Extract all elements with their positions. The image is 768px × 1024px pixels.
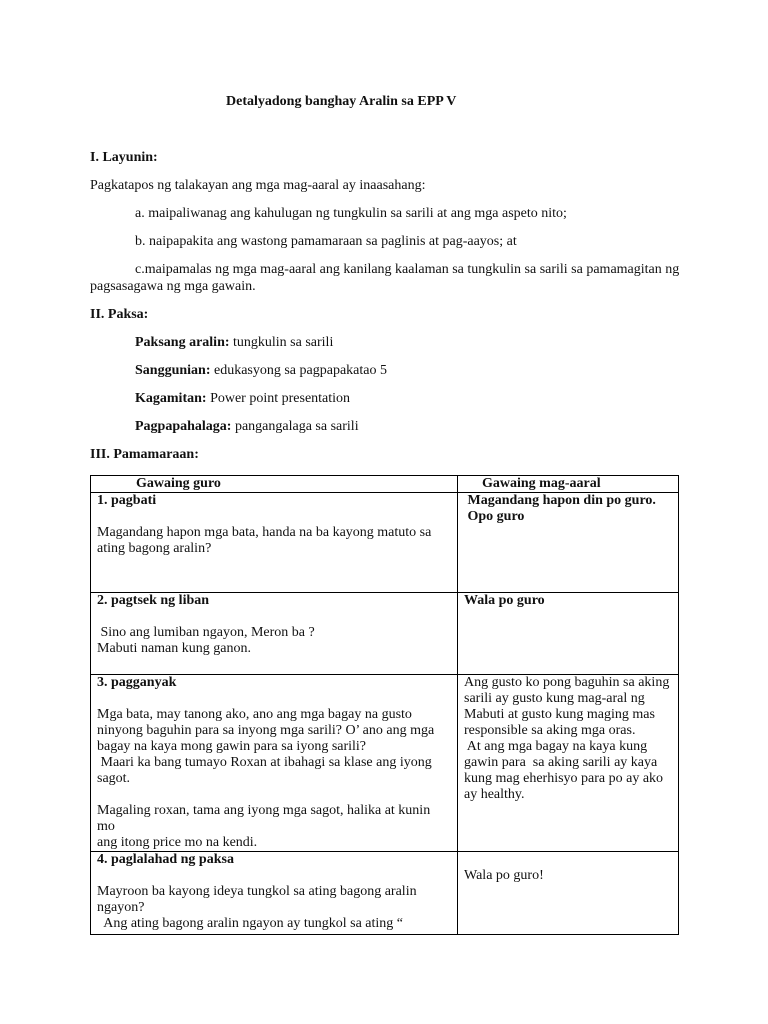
section-pamamaraan-heading: III. Pamamaraan: [90,447,199,462]
row1-title: 1. pagbati [97,493,157,508]
layunin-intro: Pagkatapos ng talakayan ang mga mag-aaral ay inaasahang: [90,178,426,193]
row1-guro-cell [91,493,458,593]
table-header-row [91,476,679,493]
header-gawaing-guro: Gawaing guro [91,476,458,493]
row3-guro-line: ninyong baguhin para sa inyong mga sarili? O’ ano ang mga [97,723,435,738]
document-title: Detalyadong banghay Aralin sa EPP V [226,94,457,109]
row3-guro-line: Magaling roxan, tama ang iyong mga sagot, halika at kunin mo [97,803,431,834]
sanggunian-label: Sanggunian: [135,363,211,378]
row2-mag-aaral-line: Wala po guro [464,593,545,608]
row3-guro-line: bagay na kaya mong gawin para sa iyong sarili? [97,739,367,754]
row4-guro-line: Ang ating bagong aralin ngayon ay tungkol sa ating “ [97,916,403,931]
row3-mag-aaral-cell [458,675,679,852]
layunin-item-a: a. maipaliwanag ang kahulugan ng tungkulin sa sarili at ang mga aspeto nito; [135,206,567,221]
row2-guro-line: Mabuti naman kung ganon. [97,641,251,656]
sanggunian-value: edukasyong sa pagpapakatao 5 [210,363,387,378]
layunin-item-c: c.maipamalas ng mga mag-aaral ang kanilang kaalaman sa tungkulin sa sarili sa pamamagitan ng [135,262,680,277]
row4-mag-aaral-line: Wala po guro! [464,868,544,883]
row3-mag-aaral-line: Ang gusto ko pong baguhin sa aking [464,675,670,690]
sanggunian [135,363,387,379]
kagamitan-label: Kagamitan: [135,391,207,406]
section-paksa-heading: II. Paksa: [90,307,149,322]
row3-mag-aaral-line: sarili ay gusto kung mag-aral ng [464,691,645,706]
kagamitan-value: Power point presentation [206,391,351,406]
table-row [91,675,679,852]
row4-guro-line: Mayroon ba kayong ideya tungkol sa ating bagong aralin [97,884,417,899]
row1-mag-aaral-line: Opo guro [464,509,525,524]
row3-guro-cell [91,675,458,852]
row3-mag-aaral-line: responsible sa aking mga oras. [464,723,636,738]
paksang-aralin [135,335,333,351]
row3-mag-aaral-line: Mabuti at gusto kung maging mas [464,707,655,722]
row1-mag-aaral-cell [458,493,679,593]
row4-guro-line: ngayon? [97,900,145,915]
header-gawaing-mag-aaral: Gawaing mag-aaral [458,476,679,493]
paksang-aralin-label: Paksang aralin: [135,335,230,350]
row2-title: 2. pagtsek ng liban [97,593,210,608]
table-row [91,593,679,675]
row3-guro-line: Maari ka bang tumayo Roxan at ibahagi sa klase ang iyong [97,755,432,770]
row4-guro-cell [91,852,458,935]
row2-mag-aaral-cell [458,593,679,675]
row4-title: 4. paglalahad ng paksa [97,852,234,867]
row3-guro-line: Mga bata, may tanong ako, ano ang mga bagay na gusto [97,707,412,722]
layunin-item-c-cont: pagsasagawa ng mga gawain. [90,279,256,294]
row1-guro-line: Magandang hapon mga bata, handa na ba kayong matuto sa [97,525,432,540]
row3-title: 3. pagganyak [97,675,177,690]
row3-guro-line: sagot. [97,771,131,786]
paksang-aralin-value: tungkulin sa sarili [229,335,334,350]
pagpapahalaga [135,419,359,435]
table-row [91,852,679,935]
pamamaraan-table [90,475,679,935]
row3-mag-aaral-line: kung mag eherhisyo para po ay ako [464,771,664,786]
pagpapahalaga-value: pangangalaga sa sarili [231,419,359,434]
kagamitan [135,391,350,407]
section-layunin-heading: I. Layunin: [90,150,158,165]
row3-mag-aaral-line: ay healthy. [464,787,525,802]
pagpapahalaga-label: Pagpapahalaga: [135,419,232,434]
row3-mag-aaral-line: gawin para sa aking sarili ay kaya [464,755,658,770]
row3-guro-line: ang itong price mo na kendi. [97,835,258,850]
layunin-item-b: b. naipapakita ang wastong pamamaraan sa paglinis at pag-aayos; at [135,234,517,249]
row2-guro-line: Sino ang lumiban ngayon, Meron ba ? [97,625,315,640]
row1-guro-line: ating bagong aralin? [97,541,212,556]
row1-mag-aaral-line: Magandang hapon din po guro. [464,493,656,508]
table-row [91,493,679,593]
row3-mag-aaral-line: At ang mga bagay na kaya kung [464,739,648,754]
row2-guro-cell [91,593,458,675]
row4-mag-aaral-cell [458,852,679,935]
